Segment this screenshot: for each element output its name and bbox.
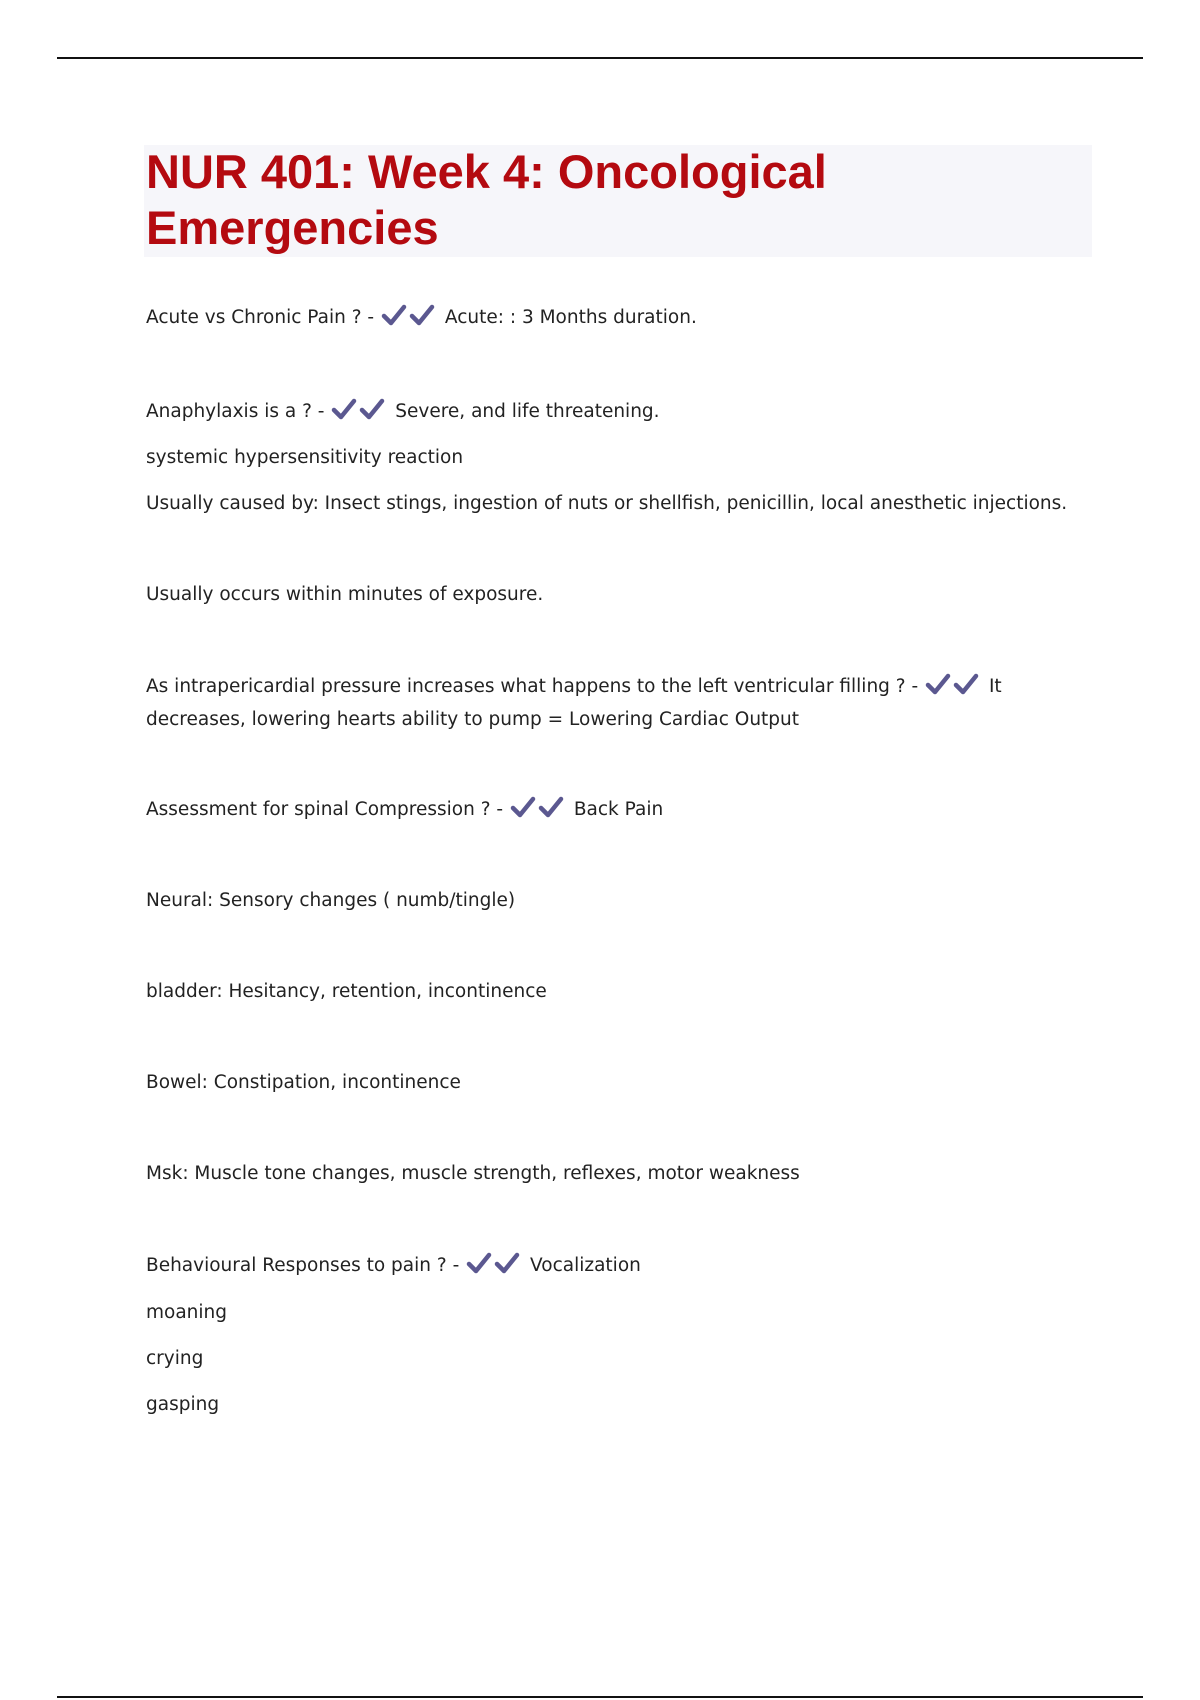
card-1-answer: Acute: : 3 Months duration. [444,307,697,328]
double-check-icon [331,398,387,430]
card-4-answer-line: Neural: Sensory changes ( numb/tingle) [146,890,516,911]
document-title: NUR 401: Week 4: Oncological Emergencies [146,145,827,254]
double-check-icon [466,1252,522,1284]
footer-rule [57,1696,1143,1698]
card-2-answer-line: Usually occurs within minutes of exposure. [146,584,544,605]
card-4-answer-line: Bowel: Constipation, incontinence [146,1072,461,1093]
check-icon [359,398,385,420]
double-check-icon [510,796,566,828]
card-2-answer-line: Usually caused by: Insect stings, ingestion of nuts or shellfish, penicillin, local anesthetic injections. [146,493,1068,514]
card-1-question: Acute vs Chronic Pain ? - [146,307,375,328]
card-2-answer-line: systemic hypersensitivity reaction [146,447,464,468]
check-icon [953,673,979,695]
card-5-question: Behavioural Responses to pain ? - [146,1255,460,1276]
card-5-answer: Vocalization [530,1255,641,1276]
card-4-answer-line: Msk: Muscle tone changes, muscle strength, reflexes, motor weakness [146,1163,800,1184]
card-4-answer-line: bladder: Hesitancy, retention, incontinence [146,981,547,1002]
card-3-question: As intrapericardial pressure increases what happens to the left ventricular filling ? - [146,676,919,697]
card-5-question-line [146,1251,641,1284]
header-rule [57,57,1143,59]
card-4-question-line [146,795,663,828]
card-3-answer: It decreases, lowering hearts ability to pump = Lowering Cardiac Output [146,676,1002,730]
double-check-icon [381,304,437,336]
check-icon [409,304,435,326]
card-5-answer-line: moaning [146,1302,228,1323]
card-2-question: Anaphylaxis is a ? - [146,401,325,422]
card-1-question-line [146,303,697,336]
card-3-question-line [146,672,1086,735]
check-icon [466,1252,492,1274]
check-icon [925,673,951,695]
check-icon [331,398,357,420]
card-5-answer-line: gasping [146,1394,220,1415]
check-icon [494,1252,520,1274]
double-check-icon [925,673,981,705]
check-icon [538,796,564,818]
card-2-question-line [146,397,660,430]
check-icon [510,796,536,818]
card-2-answer: Severe, and life threatening. [395,401,660,422]
card-5-answer-line: crying [146,1348,204,1369]
card-4-answer: Back Pain [573,799,664,820]
check-icon [381,304,407,326]
card-4-question: Assessment for spinal Compression ? - [146,799,504,820]
